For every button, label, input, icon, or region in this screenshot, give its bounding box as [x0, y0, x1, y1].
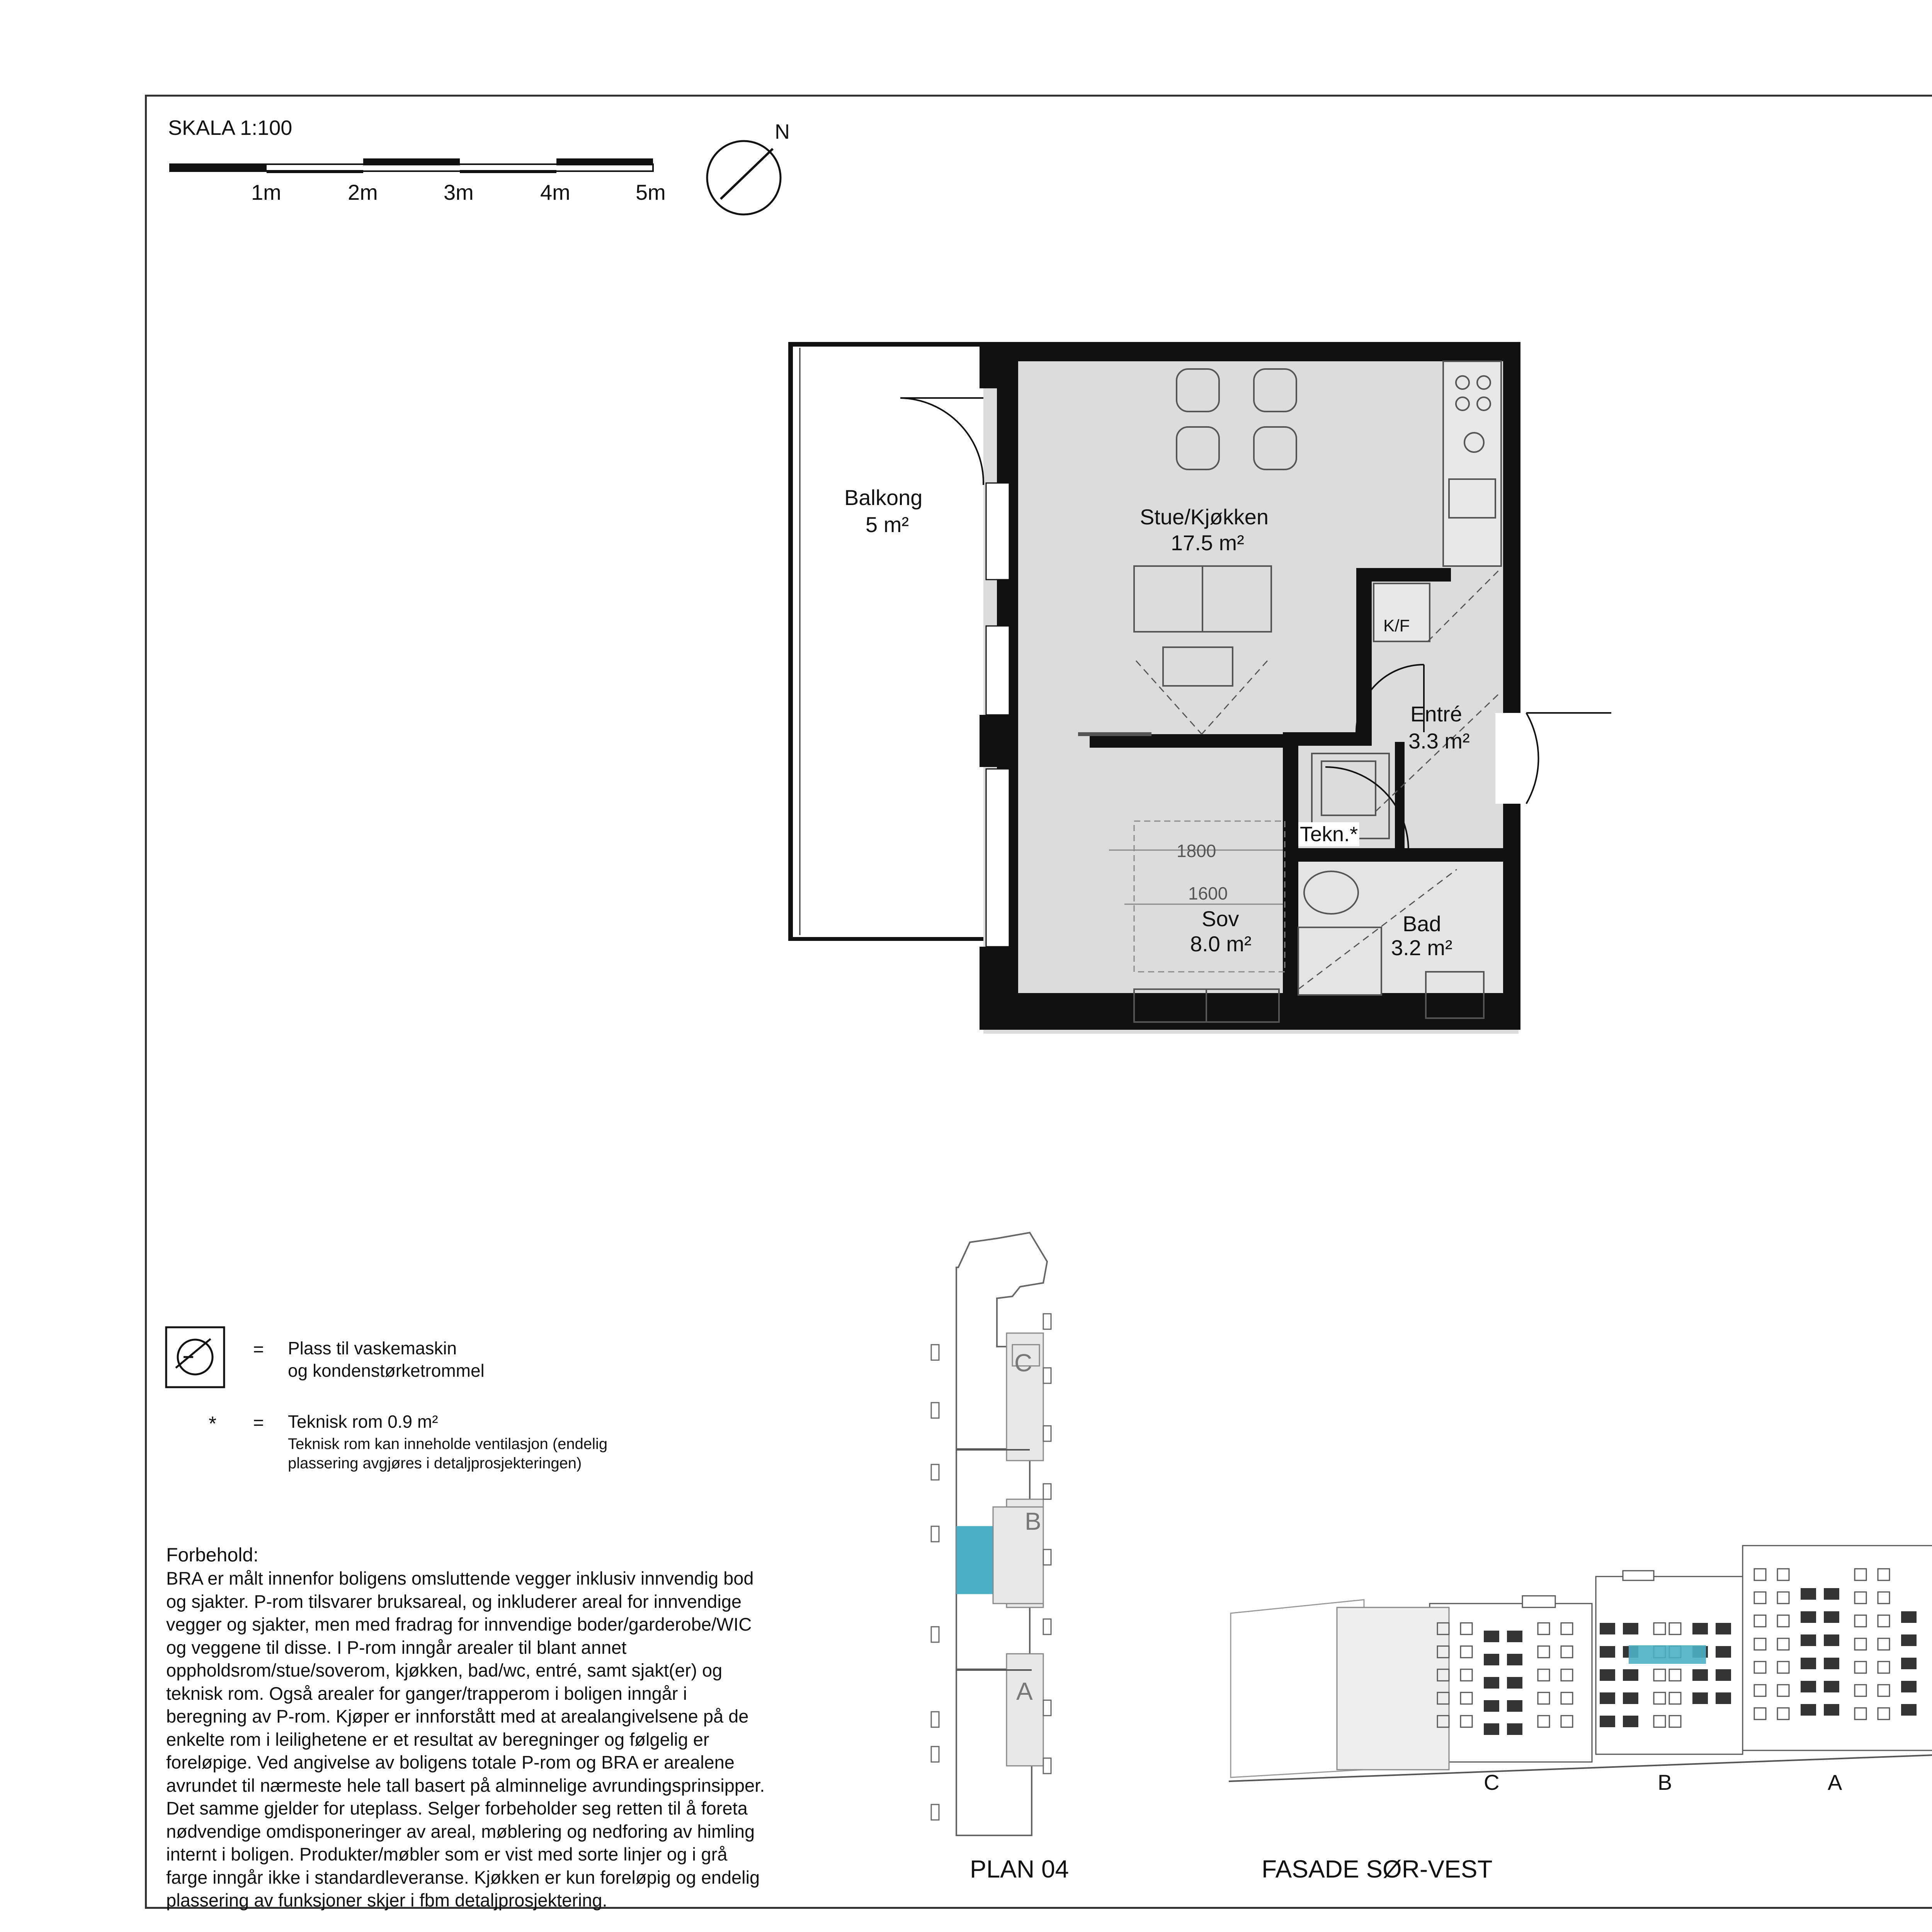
legend-tech-title: Teknisk rom 0.9 m²: [288, 1412, 438, 1432]
room-balkong-area: 5 m²: [866, 512, 909, 537]
disclaimer-line: og sjakter. P-rom tilsvarer bruksareal, og inkluderer areal for innvendige: [166, 1591, 742, 1612]
disclaimer-body: [166, 1567, 765, 1912]
legend-washer-line1: Plass til vaskemaskin: [288, 1338, 457, 1358]
disclaimer-line: avrundet til nærmeste hele tall basert på alminnelige avrundingsprinsipper.: [166, 1775, 765, 1796]
facade-label: B: [1658, 1770, 1672, 1794]
scale-tick: 5m: [636, 180, 666, 204]
legend-tech-line2: plassering avgjøres i detaljprosjekteringen): [288, 1455, 582, 1472]
disclaimer-line: BRA er målt innenfor boligens omsluttende vegger inklusiv innvendig bod: [166, 1568, 754, 1588]
scale-label: SKALA 1:100: [168, 116, 293, 139]
disclaimer-line: foreløpige. Ved angivelse av boligens totale P-rom og BRA er arealene: [166, 1752, 735, 1772]
facade-label: A: [1828, 1770, 1842, 1794]
scale-tick: 2m: [348, 180, 378, 204]
room-stue-name: Stue/Kjøkken: [1140, 505, 1269, 529]
room-tekn: Tekn.*: [1298, 822, 1359, 846]
keyplan-label: A: [1016, 1677, 1033, 1705]
north-label: N: [775, 120, 790, 143]
room-entre-area: 3.3 m²: [1408, 729, 1470, 753]
room-bad-name: Bad: [1403, 912, 1441, 936]
legend-tech-line1: Teknisk rom kan inneholde ventilasjon (endelig: [288, 1435, 608, 1452]
disclaimer-title: Forbehold:: [166, 1544, 259, 1566]
disclaimer-line: teknisk rom. Også arealer for ganger/trapperom i boligen inngår i: [166, 1683, 687, 1704]
disclaimer-line: Det samme gjelder for uteplass. Selger forbeholder seg retten til å foreta: [166, 1798, 748, 1818]
scale-tick: 4m: [540, 180, 570, 204]
keyplan-label: C: [1014, 1349, 1032, 1377]
facade-elevation: [1229, 1538, 1932, 1789]
dimension-1600: 1600: [1188, 883, 1228, 903]
room-stue-area: 17.5 m²: [1171, 531, 1244, 555]
room-sov-name: Sov: [1202, 906, 1239, 931]
facade-caption: FASADE SØR-VEST: [1262, 1855, 1493, 1883]
legend-eq: =: [253, 1413, 264, 1433]
legend-washer-line2: og kondenstørketrommel: [288, 1361, 485, 1381]
disclaimer-line: nødvendige omdisponeringer av areal, møblering og nedforing av himling: [166, 1821, 755, 1842]
room-balkong-name: Balkong: [844, 485, 923, 510]
disclaimer-line: enkelte rom i leilighetene er et resultat av beregninger og følgelig er: [166, 1729, 709, 1750]
dimension-1800: 1800: [1177, 841, 1216, 861]
disclaimer-line: og veggene til disse. I P-rom inngår arealer til blant annet: [166, 1637, 627, 1658]
disclaimer-line: vegger og sjakter, men med fradrag for innvendige boder/garderobe/WIC: [166, 1614, 752, 1634]
scale-tick: 3m: [444, 180, 474, 204]
keyplan-label: B: [1025, 1507, 1041, 1535]
washer-symbol-icon: [164, 1325, 234, 1395]
room-sov-area: 8.0 m²: [1190, 932, 1252, 956]
disclaimer-line: farge inngår ikke i standardleveranse. Kjøkken er kun foreløpig og endelig: [166, 1867, 760, 1888]
disclaimer-line: oppholdsrom/stue/soverom, kjøkken, bad/wc, entré, samt sjakt(er) og: [166, 1660, 723, 1680]
scale-tick: 1m: [251, 180, 281, 204]
room-entre-name: Entré: [1410, 702, 1462, 726]
disclaimer-line: beregning av P-rom. Kjøper er innforstått med at arealangivelsene på de: [166, 1706, 749, 1726]
balcony: [788, 342, 983, 939]
room-bad-area: 3.2 m²: [1391, 935, 1452, 960]
disclaimer-line: plassering av funksjoner skjer i fbm detaljprosjektering.: [166, 1890, 607, 1910]
legend-star: *: [209, 1413, 217, 1435]
facade-label: C: [1484, 1770, 1500, 1794]
kf-label: K/F: [1383, 616, 1410, 635]
disclaimer-line: internt i boligen. Produkter/møbler som er vist med sorte linjer og i grå: [166, 1844, 728, 1864]
legend-eq: =: [253, 1339, 264, 1360]
keyplan-caption: PLAN 04: [970, 1855, 1069, 1883]
